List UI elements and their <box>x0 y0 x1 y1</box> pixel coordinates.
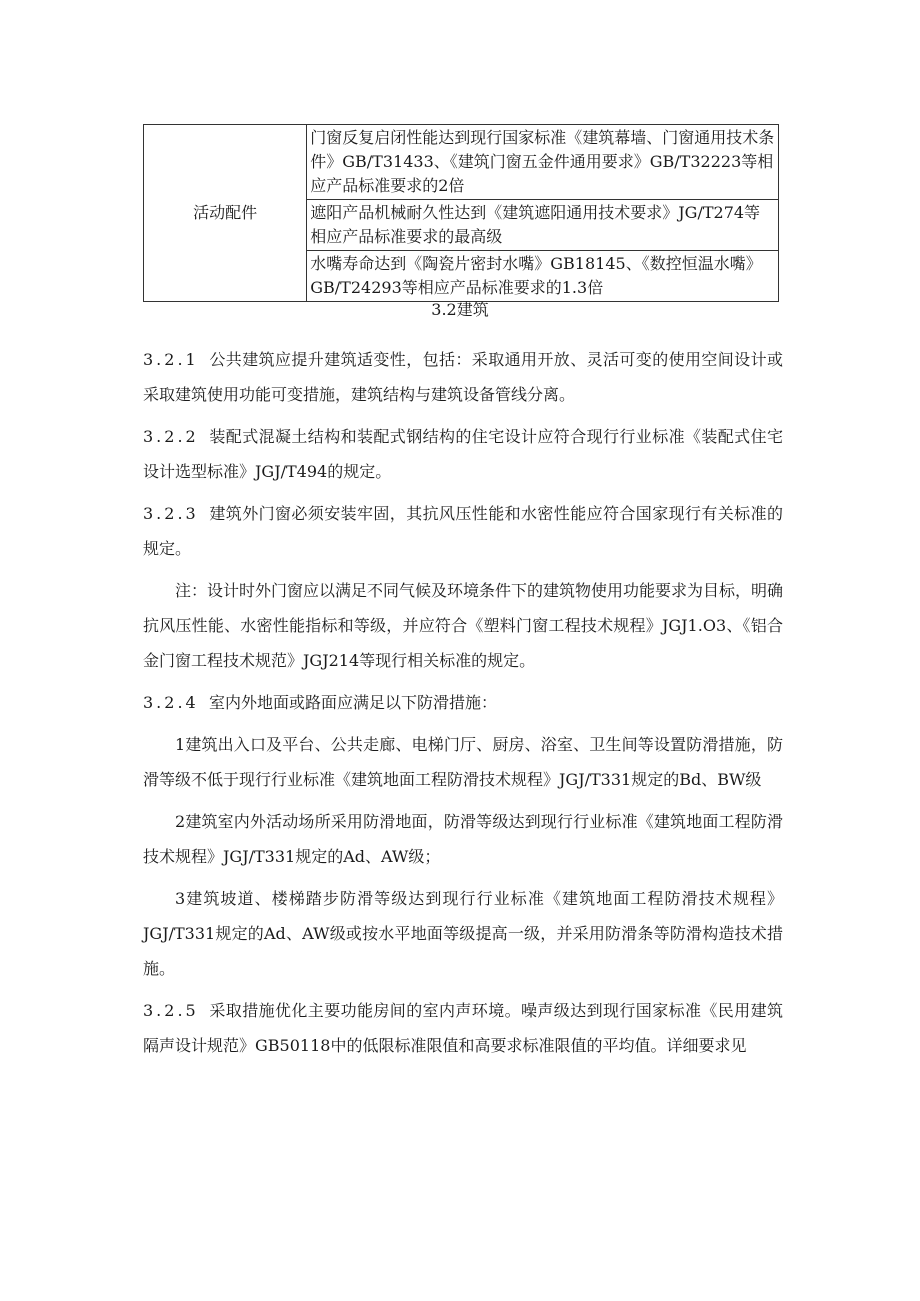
requirement-cell: 遮阳产品机械耐久性达到《建筑遮阳通用技术要求》JG/T274等相应产品标准要求的最高级 <box>307 200 779 251</box>
note-paragraph: 注：设计时外门窗应以满足不同气候及环境条件下的建筑物使用功能要求为目标，明确抗风压性能、水密性能指标和等级，并应符合《塑料门窗工程技术规程》JGJ1.O3、《铝合金门窗工程技术规范》JGJ214等现行相关标准的规定。 <box>143 581 784 670</box>
clause-3-2-5 <box>143 993 783 1063</box>
document-body <box>143 342 783 1070</box>
clause-number: 3.2.4 <box>143 693 199 712</box>
table-row <box>144 125 779 200</box>
clause-text: 公共建筑应提升建筑适变性，包括：采取通用开放、灵活可变的使用空间设计或采取建筑使用功能可变措施，建筑结构与建筑设备管线分离。 <box>143 350 783 404</box>
clause-3-2-3 <box>143 496 783 566</box>
clause-number: 3.2.2 <box>143 427 199 446</box>
clause-number: 3.2.3 <box>143 504 199 523</box>
clause-3-2-4 <box>143 685 783 720</box>
list-item: 3建筑坡道、楼梯踏步防滑等级达到现行行业标准《建筑地面工程防滑技术规程》JGJ/T331规定的Ad、AW级或按水平地面等级提高一级，并采用防滑条等防滑构造技术措施。 <box>143 889 783 978</box>
section-title: 3.2建筑 <box>431 300 489 319</box>
list-item: 2建筑室内外活动场所采用防滑地面，防滑等级达到现行行业标准《建筑地面工程防滑技术规程》JGJ/T331规定的Ad、AW级； <box>143 812 783 866</box>
list-item: 1建筑出入口及平台、公共走廊、电梯门厅、厨房、浴室、卫生间等设置防滑措施，防滑等级不低于现行行业标准《建筑地面工程防滑技术规程》JGJ/T331规定的Bd、BW级 <box>143 735 783 789</box>
spec-table <box>143 124 779 302</box>
requirement-cell: 水嘴寿命达到《陶瓷片密封水嘴》GB18145、《数控恒温水嘴》GB/T24293等相应产品标准要求的1.3倍 <box>307 251 779 302</box>
clause-3-2-1 <box>143 342 783 412</box>
category-cell: 活动配件 <box>144 125 307 302</box>
requirement-cell: 门窗反复启闭性能达到现行国家标准《建筑幕墙、门窗通用技术条件》GB/T31433、《建筑门窗五金件通用要求》GB/T32223等相应产品标准要求的2倍 <box>307 125 779 200</box>
clause-number: 3.2.5 <box>143 1001 199 1020</box>
clause-text: 装配式混凝土结构和装配式钢结构的住宅设计应符合现行行业标准《装配式住宅设计选型标准》JGJ/T494的规定。 <box>143 427 783 481</box>
clause-3-2-2 <box>143 419 783 489</box>
clause-text: 采取措施优化主要功能房间的室内声环境。噪声级达到现行国家标准《民用建筑隔声设计规范》GB50118中的低限标准限值和高要求标准限值的平均值。详细要求见 <box>143 1001 783 1055</box>
clause-number: 3.2.1 <box>143 350 199 369</box>
clause-text: 室内外地面或路面应满足以下防滑措施： <box>209 693 498 712</box>
clause-text: 建筑外门窗必须安装牢固，其抗风压性能和水密性能应符合国家现行有关标准的规定。 <box>143 504 783 558</box>
